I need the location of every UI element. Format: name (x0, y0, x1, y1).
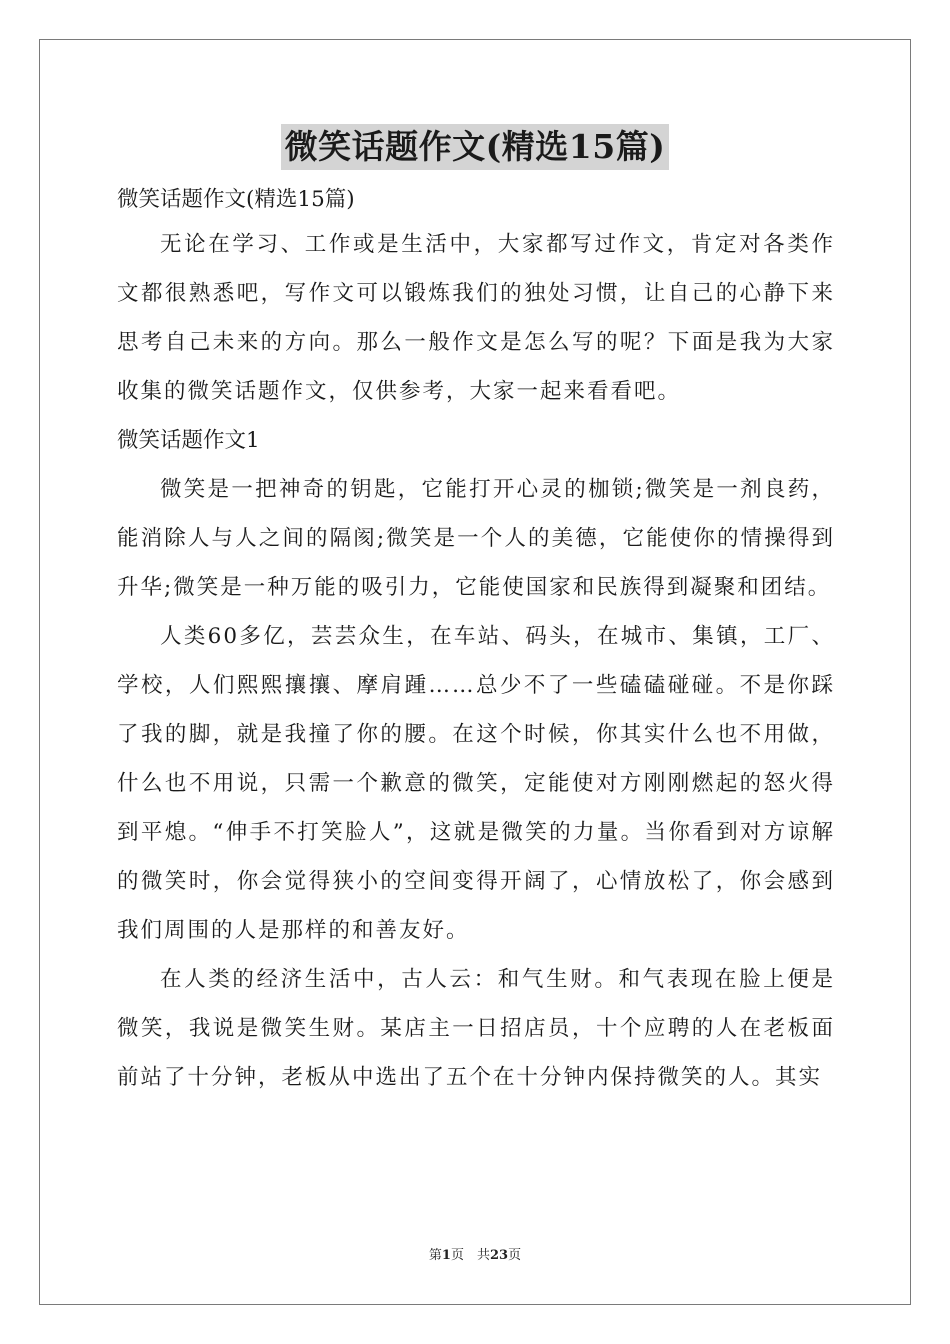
body-paragraph-3: 在人类的经济生活中，古人云：和气生财。和气表现在脸上便是微笑，我说是微笑生财。某店主一日招店员，十个应聘的人在老板面前站了十分钟，老板从中选出了五个在十分钟内保持微笑的人。其实 (117, 967, 835, 1090)
body-paragraph-2: 人类60多亿，芸芸众生，在车站、码头，在城市、集镇，工厂、学校，人们熙熙攘攘、摩肩踵……总少不了一些磕磕碰碰。不是你踩了我的脚，就是我撞了你的腰。在这个时候，你其实什么也不用做，什么也不用说，只需一个歉意的微笑，定能使对方刚刚燃起的怒火得到平熄。“伸手不打笑脸人”，这就是微笑的力量。当你看到对方谅解的微笑时，你会觉得狭小的空间变得开阔了，心情放松了，你会感到我们周围的人是那样的和善友好。 (117, 624, 835, 943)
footer-suffix: 页 (508, 1248, 522, 1263)
document-body (117, 178, 835, 1102)
footer-page-current: 1 (441, 1248, 451, 1263)
intro-paragraph: 无论在学习、工作或是生活中，大家都写过作文，肯定对各类作文都很熟悉吧，写作文可以锻炼我们的独处习惯，让自己的心静下来思考自己未来的方向。那么一般作文是怎么写的呢？下面是我为大家收集的微笑话题作文，仅供参考，大家一起来看看吧。 (117, 232, 835, 404)
footer-mid: 页 共 (450, 1248, 490, 1263)
page-footer (0, 1244, 950, 1263)
title-block (0, 124, 950, 170)
document-title: 微笑话题作文(精选15篇) (281, 124, 670, 170)
section-heading: 微笑话题作文1 (117, 428, 260, 453)
document-subtitle: 微笑话题作文(精选15篇) (117, 187, 355, 212)
footer-page-total: 23 (489, 1248, 509, 1263)
footer-prefix: 第 (428, 1248, 442, 1263)
body-paragraph-1: 微笑是一把神奇的钥匙，它能打开心灵的枷锁;微笑是一剂良药，能消除人与人之间的隔阂;微笑是一个人的美德，它能使你的情操得到升华;微笑是一种万能的吸引力，它能使国家和民族得到凝聚和团结。 (117, 477, 835, 600)
